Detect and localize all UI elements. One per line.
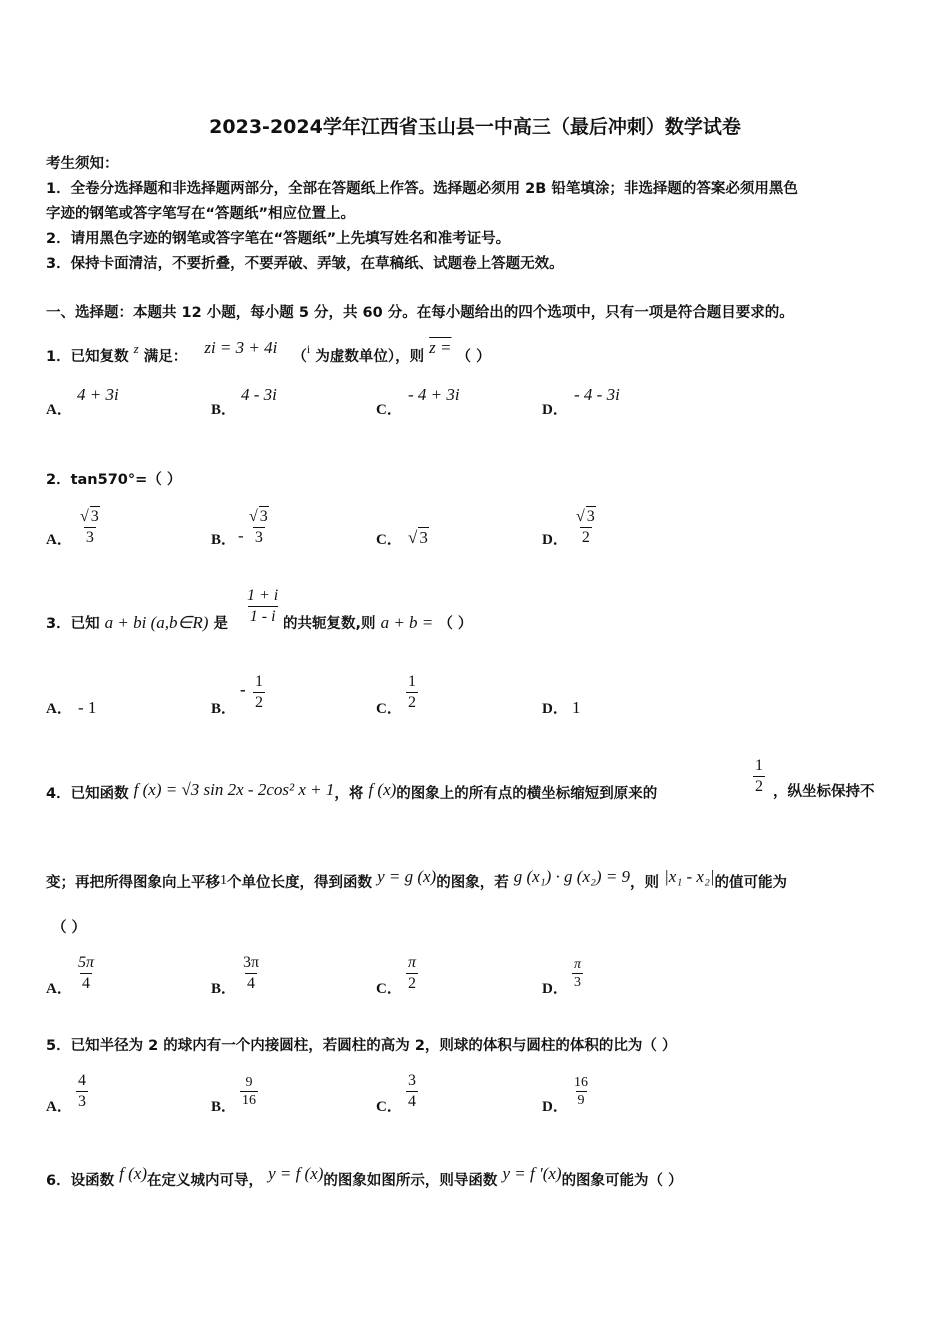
q4-text-8: ，则 — [630, 875, 660, 891]
q3-label-c: C． — [376, 701, 402, 717]
q1-label-b: B． — [211, 402, 237, 418]
q3-option-c — [406, 672, 418, 713]
q3-b-den: 2 — [255, 694, 263, 711]
q3-option-a: - 1 — [78, 698, 97, 717]
question-5: 5．已知半径为 2 的球内有一个内接圆柱，若圆柱的高为 2，则球的体积与圆柱的体积的比为（ ） — [46, 1038, 677, 1054]
notice-item-1a: 1．全卷分选择题和非选择题两部分，全部在答题纸上作答。选择题必须用 2B 铅笔填涂；非选择题的答案必须用黑色 — [46, 181, 798, 197]
q1-text-3: （ — [292, 349, 307, 365]
q4-text-2: ，将 — [334, 786, 364, 802]
notice-item-3: 3．保持卡面清洁，不要折叠，不要弄破、弄皱，在草稿纸、试题卷上答题无效。 — [46, 256, 564, 272]
q4-half-num: 1 — [755, 757, 763, 774]
page-title: 2023-2024学年江西省玉山县一中高三（最后冲刺）数学试卷 — [209, 116, 741, 138]
q3-expression: a + bi (a,b∈R) — [104, 613, 209, 632]
q5-option-c — [406, 1071, 418, 1112]
q1-text-1: 1．已知复数 — [46, 349, 129, 365]
q4-a-den: 4 — [82, 975, 90, 992]
q2-label-a: A． — [46, 532, 72, 548]
q3-frac-den: 1 - i — [249, 608, 276, 625]
q3-c-num: 1 — [408, 673, 416, 690]
q5-d-num: 16 — [574, 1075, 588, 1090]
q4-label-b: B． — [211, 981, 237, 997]
q4-half-den: 2 — [755, 778, 763, 795]
q4-label-d: D． — [542, 981, 568, 997]
q2-label-b: B． — [211, 532, 237, 548]
q6-text-3: 的图象如图所示，则导函数 — [323, 1173, 498, 1189]
question-2: 2．tan570°=（ ） — [46, 472, 182, 488]
q6-y-function: y = f (x) — [268, 1164, 324, 1183]
q4-half — [753, 756, 765, 797]
q3-label-d: D． — [542, 701, 568, 717]
q4-d-num: π — [574, 957, 582, 972]
q6-function: f (x) — [119, 1164, 147, 1183]
q4-b-den: 4 — [247, 975, 256, 992]
question-6 — [46, 1164, 683, 1190]
q5-label-b: B． — [211, 1099, 237, 1115]
q3-option-b — [253, 672, 265, 713]
q4-b-num: 3π — [243, 954, 260, 971]
q4-text-10: （ ） — [52, 920, 87, 936]
q3-fraction — [245, 586, 280, 627]
q3-text-3: 的共轭复数,则 — [283, 616, 376, 632]
q3-b-num: 1 — [255, 673, 263, 690]
q2-a-num: 3 — [90, 508, 99, 525]
q5-b-num: 9 — [245, 1075, 253, 1090]
q2-option-d: $\frac{√ 3}{2}$ — [576, 508, 595, 546]
section-heading: 一、选择题：本题共 12 小题，每小题 5 分，共 60 分。在每小题给出的四个选项中，只有一项是符合题目要求的。 — [46, 305, 794, 321]
q2-d-num: 3 — [586, 508, 595, 525]
q2-b-minus: - — [238, 526, 244, 545]
q4-d-den: 3 — [574, 975, 581, 990]
question-1 — [46, 338, 491, 366]
q3-text-1: 3．已知 — [46, 616, 100, 632]
q6-text-2: 在定义城内可导， — [147, 1173, 263, 1189]
q4-product: g (x₁) · g (x₂) = 9 — [513, 867, 631, 886]
q4-text-9: 的值可能为 — [714, 875, 788, 891]
q4-label-a: A． — [46, 981, 72, 997]
q3-c-den: 2 — [408, 694, 416, 711]
q1-equation: zi = 3 + 4i — [204, 338, 278, 357]
q5-option-d — [572, 1074, 590, 1109]
q6-text-1: 6．设函数 — [46, 1173, 115, 1189]
q3-equation: a + b = — [380, 613, 434, 632]
q4-g-function: y = g (x) — [377, 867, 437, 886]
q4-option-d — [572, 956, 583, 991]
q4-option-c — [406, 953, 418, 994]
q1-label-c: C． — [376, 402, 402, 418]
q4-text-6: 个单位长度，得到函数 — [227, 875, 372, 891]
q5-label-c: C． — [376, 1099, 402, 1115]
q4-label-c: C． — [376, 981, 402, 997]
q1-label-d: D． — [542, 402, 568, 418]
q5-label-d: D． — [542, 1099, 568, 1115]
q4-one: 1 — [220, 873, 227, 888]
q4-text-4: ，纵坐标保持不 — [773, 784, 875, 800]
notice-item-2: 2．请用黑色字迹的钢笔或答字笔在“答题纸”上先填写姓名和准考证号。 — [46, 231, 511, 247]
notice-heading: 考生须知： — [46, 156, 119, 172]
q4-option-b — [241, 953, 261, 994]
question-4-line-2 — [46, 867, 787, 892]
q2-d-den: 2 — [581, 529, 590, 546]
q4-text-5: 变；再把所得图象向上平移 — [46, 875, 220, 891]
q2-option-a: $\frac{√ 3}{3}$ — [80, 508, 99, 546]
q2-c-value: 3 — [419, 528, 428, 547]
q2-b-den: 3 — [254, 529, 263, 546]
q2-label-c: C． — [376, 532, 402, 548]
notice-item-1b: 字迹的钢笔或答字笔写在“答题纸”相应位置上。 — [46, 206, 356, 222]
q3-text-2: 是 — [213, 616, 228, 632]
q1-label-a: A． — [46, 402, 72, 418]
q6-text-4: 的图象可能为（ ） — [561, 1173, 683, 1189]
q4-text-1: 4．已知函数 — [46, 786, 129, 802]
q2-option-b: $\frac{√ 3}{3}$ — [249, 508, 268, 546]
q2-option-c: √ 3 — [408, 528, 428, 547]
q5-a-den: 3 — [78, 1093, 86, 1110]
q2-a-den: 3 — [85, 529, 94, 546]
q5-option-a — [76, 1071, 88, 1112]
q1-text-2: 满足： — [143, 349, 188, 365]
q4-c-num: π — [408, 954, 417, 971]
q3-label-a: A． — [46, 701, 72, 717]
q1-i: i — [306, 342, 311, 356]
q5-b-den: 16 — [242, 1093, 256, 1108]
question-3 — [46, 612, 228, 633]
q3-text-4: （ ） — [438, 616, 473, 632]
q1-text-5: （ ） — [456, 349, 491, 365]
q3-option-d: 1 — [572, 698, 581, 717]
q1-option-d: - 4 - 3i — [574, 385, 620, 404]
q5-label-a: A． — [46, 1099, 72, 1115]
q4-a-num: 5π — [78, 954, 95, 971]
q2-label-d: D． — [542, 532, 568, 548]
question-4-line-1 — [46, 780, 657, 803]
q4-text-3: 的图象上的所有点的横坐标缩短到原来的 — [396, 786, 658, 802]
q1-option-a: 4 + 3i — [77, 385, 119, 404]
q3-b-minus: - — [240, 680, 246, 699]
q3-frac-num: 1 + i — [247, 587, 279, 604]
q2-b-num: 3 — [259, 508, 268, 525]
q4-option-a — [76, 953, 96, 994]
question-3-tail — [283, 612, 472, 633]
q5-d-den: 9 — [577, 1093, 585, 1108]
q4-text-7: 的图象，若 — [436, 875, 509, 891]
q6-derivative: y = f ′(x) — [502, 1164, 562, 1183]
q3-label-b: B． — [211, 701, 237, 717]
q1-z: z — [133, 341, 139, 356]
q4-abs: |x₁ - x₂| — [664, 867, 715, 886]
q4-function-2: f (x) — [368, 780, 397, 799]
q4-c-den: 2 — [408, 975, 416, 992]
q5-option-b — [240, 1074, 258, 1109]
q1-text-4: 为虚数单位），则 — [315, 349, 425, 365]
q1-option-c: - 4 + 3i — [408, 385, 460, 404]
q5-a-num: 4 — [78, 1072, 86, 1089]
q4-function: f (x) = √3 sin 2x - 2cos² x + 1 — [133, 780, 335, 799]
q5-c-den: 4 — [408, 1093, 416, 1110]
q5-c-num: 3 — [408, 1072, 416, 1089]
q1-option-b: 4 - 3i — [241, 385, 277, 404]
q1-zbar: z = — [429, 338, 452, 357]
